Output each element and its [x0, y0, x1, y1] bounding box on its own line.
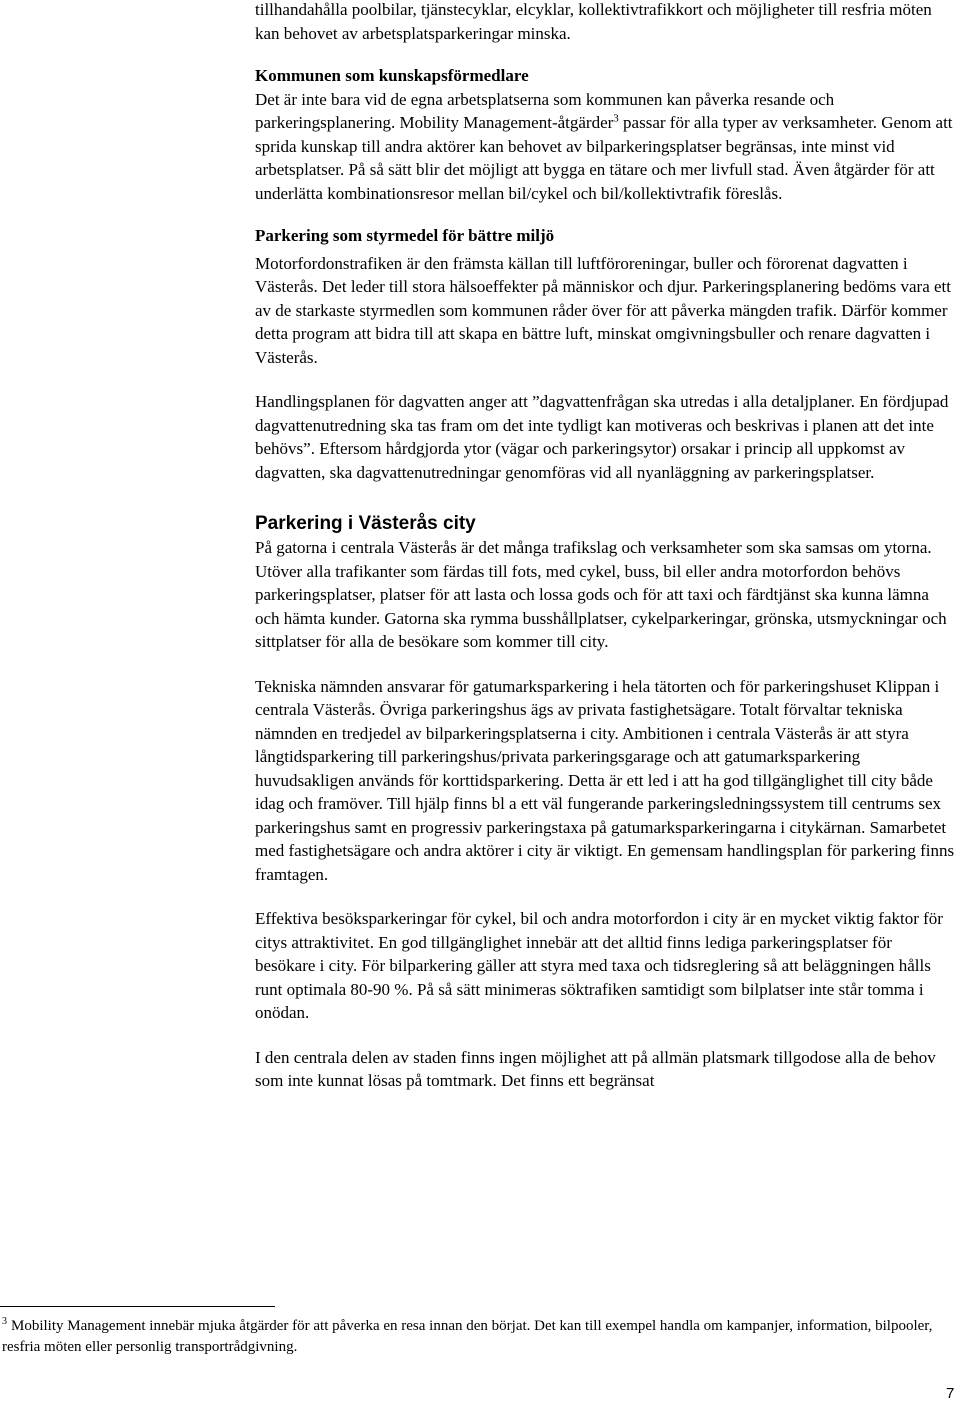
footnote-reference: 3 — [613, 112, 619, 125]
body-text — [255, 0, 955, 1093]
paragraph-kunskap-part2: passar för alla typer av verksamheter. Genom att sprida kunskap till andra aktörer kan behovet av bilparkeringsplatser begränsas, inte minst vid arbetsplatser. På så sätt blir det möjligt att bygga en tätare och mer livfull stad. Även åtgärder för att underlätta kombinationsresor mellan bil/cykel och bil/kollektivtrafik föreslås. — [255, 113, 953, 203]
paragraph-kunskap-part1: Det är inte bara vid de egna arbetsplatserna som kommunen kan påverka resande och parkeringsplanering. Mobility Management-åtgärder — [255, 89, 835, 132]
paragraph-dagvatten: Handlingsplanen för dagvatten anger att ”dagvattenfrågan ska utredas i alla detaljplaner. En fördjupad dagvattenutredning ska tas fram om det inte tydligt kan motiveras och beskrivas i planen att det inte behövs”. Eftersom hårdgjorda ytor (vägar och parkeringsytor) orsakar i princip all uppkomst av dagvatten, ska dagvattenutredningar genomföras vid all nyanläggning av parkeringsplatser. — [255, 392, 949, 482]
paragraph-miljo: Motorfordonstrafiken är den främsta källan till luftföroreningar, buller och förorenat dagvatten i Västerås. Det leder till stora hälsoeffekter på människor och djur. Parkeringsplanering bedöms vara ett av de starkaste styrmedlen som kommunen råder över för att påverka mängden trafik. Därför kommer detta program att bidra till att skapa en bättre luft, minskat omgivningsbuller och renare dagvatten i Västerås. — [255, 253, 951, 367]
subheading-styrmedel: Parkering som styrmedel för bättre miljö — [255, 226, 555, 245]
paragraph-tekniska-namnden: Tekniska nämnden ansvarar för gatumarksparkering i hela tätorten och för parkeringshuset Klippan i centrala Västerås. Övriga parkeringshus ägs av privata fastighetsägare. Totalt förvaltar tekniska nämnden en tredjedel av bilparkeringsplatserna i city. Ambitionen i centrala Västerås är att styra långtidsparkering till parkeringshus/privata parkeringsgarage och att gatumarksparkering huvudsakligen används för korttidsparkering. Detta är ett led i att ha god tillgänglighet till city både idag och framöver. Till hjälp finns bl a ett väl fungerande parkeringsledningssystem till centrums sex parkeringshus samt en progressiv parkeringstaxa på gatumarksparkeringarna i citykärnan. Samarbetet med fastighetsägare och andra aktörer i city är viktigt. En gemensam handlingsplan för parkering finns framtagen. — [255, 676, 955, 884]
paragraph-besoksparkeringar: Effektiva besöksparkeringar för cykel, bil och andra motorfordon i city är en mycket viktig faktor för citys attraktivitet. En god tillgänglighet innebär att det alltid finns lediga parkeringsplatser för besökare i city. För bilparkering gäller att styra med taxa och tidsreglering så att beläggningen hålls runt optimala 80-90 %. På så sätt minimeras söktrafiken samtidigt som bilplatser inte står tomma i onödan. — [255, 909, 943, 1022]
paragraph-intro-continued: tillhandahålla poolbilar, tjänstecyklar, elcyklar, kollektivtrafikkort och möjligheter till resfria möten kan behovet av arbetsplatsparkeringar minska. — [255, 0, 932, 43]
page-number: 7 — [946, 1385, 955, 1402]
paragraph-kunskap — [255, 88, 955, 206]
paragraph-centrala-delen: I den centrala delen av staden finns ingen möjlighet att på allmän platsmark tillgodose alla de behov som inte kunnat lösas på tomtmark. Det finns ett begränsat — [255, 1047, 936, 1090]
footnote-mark: 3 — [2, 1316, 7, 1327]
heading-parkering-city: Parkering i Västerås city — [255, 513, 476, 534]
subheading-kunskapsformedlare: Kommunen som kunskapsförmedlare — [255, 66, 529, 85]
footnote-text: Mobility Management innebär mjuka åtgärder för att påverka en resa innan den börjat. Det kan till exempel handla om kampanjer, information, bilpooler, resfria möten eller personlig transportrådgivning. — [2, 1318, 933, 1355]
footnote — [2, 1316, 942, 1358]
paragraph-gatorna: På gatorna i centrala Västerås är det många trafikslag och verksamheter som ska samsas om ytorna. Utöver alla trafikanter som färdas till fots, med cykel, buss, bil eller andra motorfordon behövs parkeringsplatser, platser för att lasta och lossa gods och för att taxi och färdtjänst ska kunna lämna och hämta kunder. Gatorna ska rymma busshållplatser, cykelparkeringar, grönska, utsmyckningar och sittplatser för alla de besökare som kommer till city. — [255, 538, 947, 651]
footnote-separator — [0, 1306, 275, 1307]
